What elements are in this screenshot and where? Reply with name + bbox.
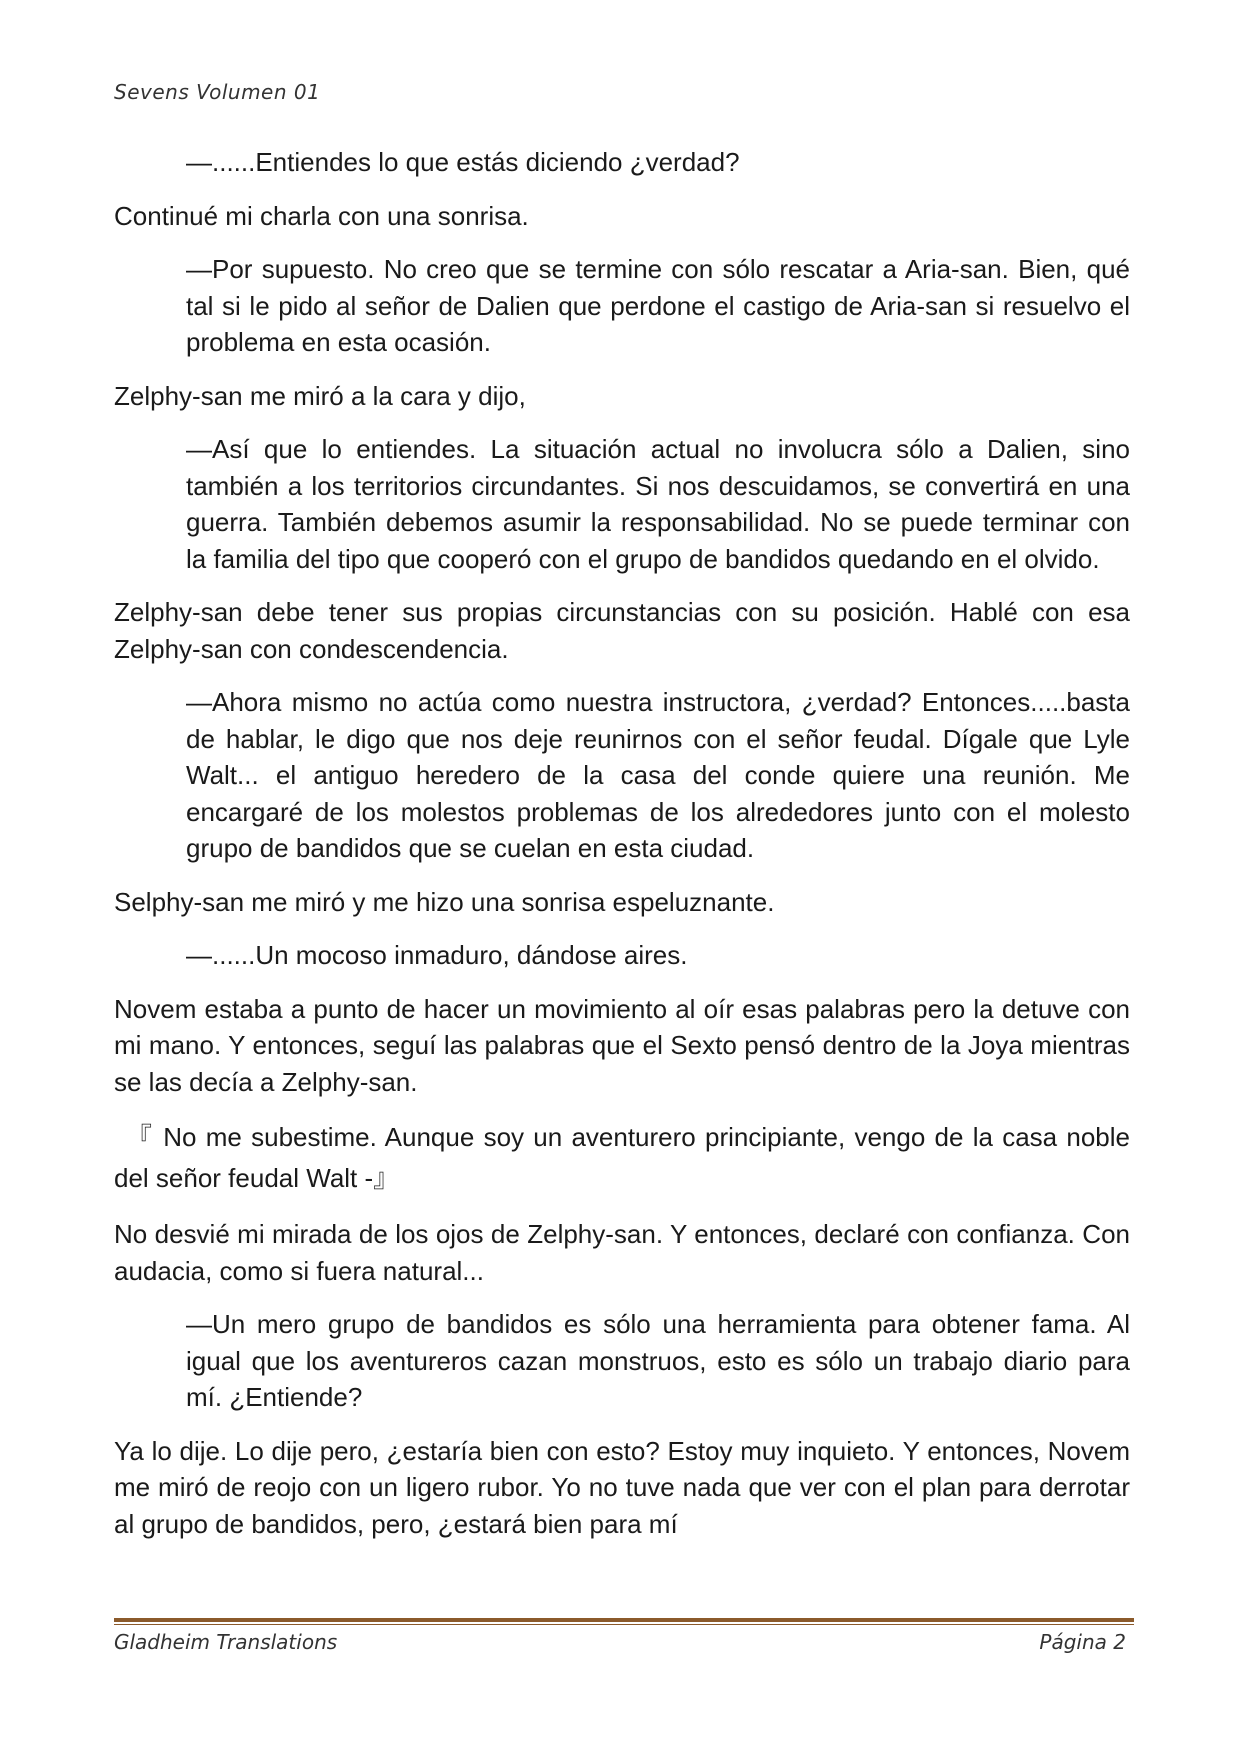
narration-paragraph: Ya lo dije. Lo dije pero, ¿estaría bien con esto? Estoy muy inquieto. Y entonces, Novem me miró de reojo con un ligero rubor. Yo no tuve nada que ver con el plan para derrotar al grupo de bandidos, pero, ¿estará bien para mí [114, 1435, 1130, 1539]
inner-voice-paragraph: 『 No me subestime. Aunque soy un aventurero principiante, vengo de la casa noble del señor feudal Walt -』 [114, 1122, 1130, 1193]
narration-paragraph: Continué mi charla con una sonrisa. [114, 200, 529, 231]
narration-paragraph: Zelphy-san debe tener sus propias circunstancias con su posición. Hablé con esa Zelphy-san con condescendencia. [114, 597, 1130, 664]
page-header-title: Sevens Volumen 01 [114, 80, 321, 104]
narration-paragraph: Selphy-san me miró y me hizo una sonrisa espeluznante. [114, 886, 775, 917]
dialogue-paragraph: —......Entiendes lo que estás diciendo ¿verdad? [186, 147, 740, 177]
footer-divider [114, 1618, 1134, 1625]
dialogue-paragraph: —......Un mocoso inmaduro, dándose aires. [186, 940, 688, 970]
footer-publisher: Gladheim Translations [114, 1630, 338, 1654]
page-body [114, 144, 1130, 1559]
dialogue-paragraph: —Por supuesto. No creo que se termine con sólo rescatar a Aria-san. Bien, qué tal si le pido al señor de Dalien que perdone el castigo de Aria-san si resuelvo el problema en esta ocasión. [186, 254, 1130, 357]
dialogue-paragraph: —Ahora mismo no actúa como nuestra instructora, ¿verdad? Entonces.....basta de hablar, le digo que nos deje reunirnos con el señor feudal. Dígale que Lyle Walt... el antiguo heredero de la casa del conde quiere una reunión. Me encargaré de los molestos problemas de los alrededores junto con el molesto grupo de bandidos que se cuelan en esta ciudad. [186, 687, 1130, 863]
footer-page-number: Página 2 [1039, 1630, 1126, 1654]
dialogue-paragraph: —Así que lo entiendes. La situación actual no involucra sólo a Dalien, sino también a los territorios circundantes. Si nos descuidamos, se convertirá en una guerra. También debemos asumir la responsabilidad. No se puede terminar con la familia del tipo que cooperó con el grupo de bandidos quedando en el olvido. [186, 434, 1130, 574]
dialogue-paragraph: —Un mero grupo de bandidos es sólo una herramienta para obtener fama. Al igual que los aventureros cazan monstruos, esto es sólo un trabajo diario para mí. ¿Entiende? [186, 1309, 1130, 1412]
narration-paragraph: Zelphy-san me miró a la cara y dijo, [114, 380, 526, 411]
narration-paragraph: Novem estaba a punto de hacer un movimiento al oír esas palabras pero la detuve con mi mano. Y entonces, seguí las palabras que el Sexto pensó dentro de la Joya mientras se las decía a Zelphy-san. [114, 993, 1130, 1097]
narration-paragraph: No desvié mi mirada de los ojos de Zelphy-san. Y entonces, declaré con confianza. Con audacia, como si fuera natural... [114, 1219, 1130, 1286]
